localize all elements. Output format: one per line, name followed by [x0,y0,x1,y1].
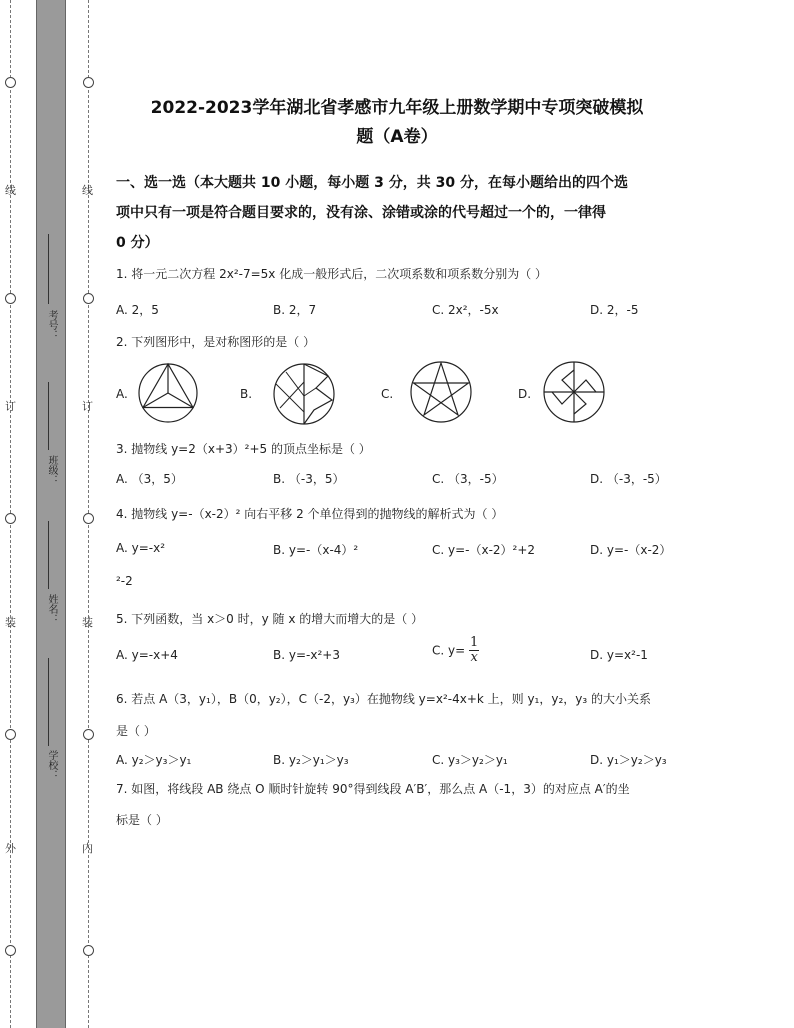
q4-option-b[interactable]: B. y=-（x-4）² [273,543,359,557]
punch-hole [5,729,16,740]
q1-option-c[interactable]: C. 2x²，-5x [432,303,499,317]
punch-hole [83,293,94,304]
q5-option-a[interactable]: A. y=-x+4 [116,648,178,662]
q4-option-a[interactable]: A. y=-x² [116,541,166,555]
q6-option-b[interactable]: B. y₂＞y₁＞y₃ [273,753,349,767]
question-5-stem: 5. 下列函数，当 x＞0 时，y 随 x 的增大而增大的是（ ） [116,612,424,626]
margin-char-inner: 装 [82,616,93,629]
exam-number-blank[interactable] [48,234,49,304]
name-label: 姓名： [46,594,57,624]
q5-option-c[interactable] [432,636,479,665]
question-6-stem-cont: 是（ ） [116,724,156,738]
punch-hole [5,77,16,88]
q2-option-d-label[interactable]: D. [518,387,532,401]
school-blank[interactable] [48,658,49,746]
punch-hole [83,77,94,88]
q2-option-a-label[interactable]: A. [116,387,128,401]
q1-option-a[interactable]: A. 2，5 [116,303,159,317]
binding-strip [36,0,66,1028]
section-heading-line: 0 分） [116,235,159,251]
q4-option-c[interactable]: C. y=-（x-2）²+2 [432,543,536,557]
q3-option-d[interactable]: D. （-3，-5） [590,472,667,486]
figure-b-circle-fan[interactable] [272,362,336,426]
question-2-stem: 2. 下列图形中，是对称图形的是（ ） [116,335,316,349]
margin-char-outer: 线 [5,184,16,197]
question-7-stem-cont: 标是（ ） [116,813,168,827]
q5-option-b[interactable]: B. y=-x²+3 [273,648,340,662]
margin-char-outer: 订 [5,400,16,413]
page-title [112,94,682,152]
section-heading-line: 一、选一选（本大题共 10 小题，每小题 3 分，共 30 分，在每小题给出的四个选 [116,175,628,191]
q5-fraction-denominator: x [470,650,478,665]
section-heading-line: 项中只有一项是符合题目要求的，没有涂、涂错或涂的代号超过一个的，一律得 [116,205,606,221]
q6-option-d[interactable]: D. y₁＞y₂＞y₃ [590,753,667,767]
question-4-stem: 4. 抛物线 y=-（x-2）² 向右平移 2 个单位得到的抛物线的解析式为（ ） [116,507,504,521]
exam-number-label: 考号： [46,310,57,340]
margin-char-outer: 装 [5,616,16,629]
margin-char-inner: 线 [82,184,93,197]
punch-hole [83,945,94,956]
margin-char-inner: 订 [82,400,93,413]
question-1-stem: 1. 将一元二次方程 2x²-7=5x 化成一般形式后，二次项系数和项系数分别为（ ） [116,267,548,281]
question-3-stem: 3. 抛物线 y=2（x+3）²+5 的顶点坐标是（ ） [116,442,371,456]
q6-option-c[interactable]: C. y₃＞y₂＞y₁ [432,753,508,767]
punch-hole [5,945,16,956]
q3-option-a[interactable]: A. （3，5） [116,472,183,486]
q5-option-c-label: C. y= [432,643,466,658]
q1-option-d[interactable]: D. 2，-5 [590,303,639,317]
title-line-1: 2022-2023学年湖北省孝感市九年级上册数学期中专项突破模拟 [150,98,644,118]
question-6-stem: 6. 若点 A（3，y₁），B（0，y₂），C（-2，y₃）在抛物线 y=x²-4x+k 上，则 y₁，y₂，y₃ 的大小关系 [116,692,652,706]
q3-option-c[interactable]: C. （3，-5） [432,472,504,486]
q3-option-b[interactable]: B. （-3，5） [273,472,345,486]
margin-char-inner: 内 [82,842,93,855]
q5-fraction [469,636,479,665]
q4-option-d[interactable]: D. y=-（x-2） [590,543,672,557]
q2-option-c-label[interactable]: C. [381,387,394,401]
q5-fraction-numerator: 1 [470,635,479,650]
punch-hole [83,729,94,740]
figure-c-circle-star[interactable] [409,360,473,424]
section-heading [116,168,678,258]
q6-option-a[interactable]: A. y₂＞y₃＞y₁ [116,753,192,767]
punch-hole [5,293,16,304]
q4-option-d-wrap: ²-2 [116,574,133,588]
punch-hole [83,513,94,524]
margin-char-outer: 外 [5,842,16,855]
punch-hole [5,513,16,524]
title-line-2: 题（A卷） [356,126,438,147]
figure-a-circle-triangle[interactable] [137,362,199,424]
q2-option-b-label[interactable]: B. [240,387,253,401]
figure-d-circle-pinwheel[interactable] [542,360,606,424]
question-7-stem: 7. 如图，将线段 AB 绕点 O 顺时针旋转 90°得到线段 A′B′，那么点 A（-1，3）的对应点 A′的坐 [116,782,630,796]
class-blank[interactable] [48,382,49,450]
name-blank[interactable] [48,521,49,589]
class-label: 班级： [46,455,57,485]
q1-option-b[interactable]: B. 2，7 [273,303,317,317]
school-label: 学校： [46,750,57,780]
q5-option-d[interactable]: D. y=x²-1 [590,648,648,662]
